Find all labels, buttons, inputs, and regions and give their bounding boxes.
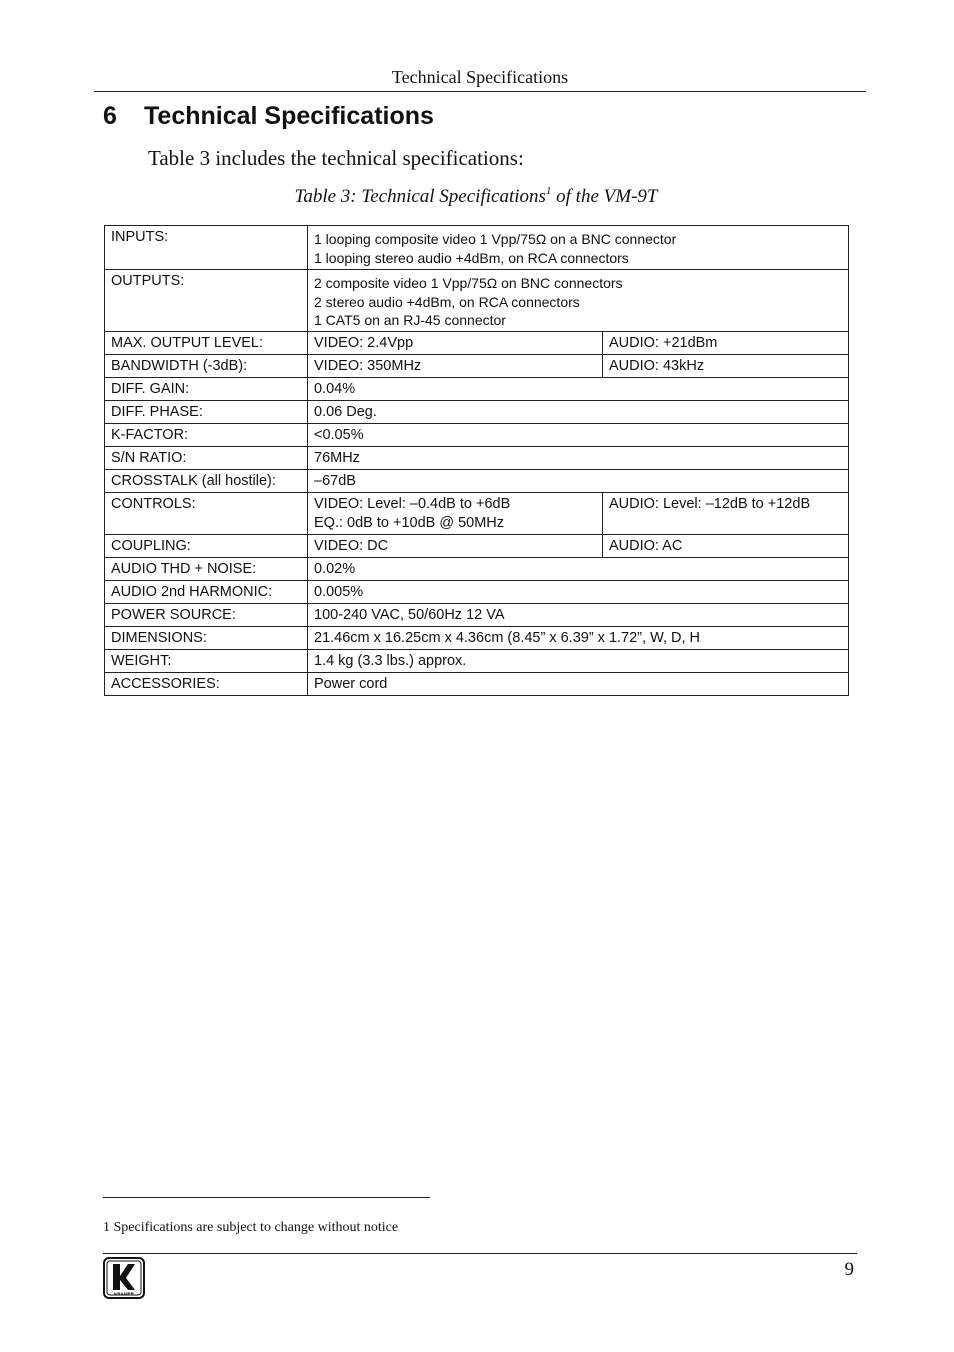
caption-text: Table 3: Technical Specifications: [294, 186, 546, 207]
table-row: [105, 226, 849, 270]
audio-value: AUDIO: Level: –12dB to +12dB: [603, 493, 849, 535]
table-row: [105, 535, 849, 558]
row-value: 0.04%: [308, 378, 849, 401]
row-label: DIFF. GAIN:: [105, 378, 308, 401]
header-rule: [94, 91, 866, 92]
table-row: [105, 470, 849, 493]
row-value: –67dB: [308, 470, 849, 493]
video-value: VIDEO: 350MHz: [308, 355, 603, 378]
table-caption: [104, 184, 848, 210]
footnote-rule: [103, 1197, 430, 1198]
table-row: [105, 558, 849, 581]
row-value: [308, 270, 849, 332]
row-label: POWER SOURCE:: [105, 604, 308, 627]
row-label: COUPLING:: [105, 535, 308, 558]
row-value: [308, 226, 849, 270]
row-label: ACCESSORIES:: [105, 673, 308, 696]
row-value: 100-240 VAC, 50/60Hz 12 VA: [308, 604, 849, 627]
row-label: AUDIO THD + NOISE:: [105, 558, 308, 581]
table-row: [105, 401, 849, 424]
value-line: 1 looping stereo audio +4dBm, on RCA connectors: [314, 250, 629, 266]
caption-suffix: of the VM-9T: [551, 186, 658, 207]
row-label: MAX. OUTPUT LEVEL:: [105, 332, 308, 355]
row-label: BANDWIDTH (-3dB):: [105, 355, 308, 378]
row-value: 1.4 kg (3.3 lbs.) approx.: [308, 650, 849, 673]
video-value: VIDEO: 2.4Vpp: [308, 332, 603, 355]
row-value: 0.005%: [308, 581, 849, 604]
value-line: 1 CAT5 on an RJ-45 connector: [314, 312, 506, 328]
table-row: [105, 424, 849, 447]
spec-table: [104, 225, 849, 696]
row-label: OUTPUTS:: [105, 270, 308, 332]
value-line: VIDEO: Level: –0.4dB to +6dB: [314, 496, 511, 512]
footnote-reference: 1: [545, 185, 552, 197]
row-value: 0.02%: [308, 558, 849, 581]
section-heading: [103, 100, 434, 132]
table-row: [105, 673, 849, 696]
section-title: Technical Specifications: [144, 102, 434, 130]
section-number: 6: [103, 102, 117, 130]
intro-text: Table 3 includes the technical specifications:: [148, 146, 524, 170]
table-row: [105, 604, 849, 627]
page-number: 9: [844, 1259, 854, 1280]
video-value: VIDEO: DC: [308, 535, 603, 558]
running-header: Technical Specifications: [391, 67, 569, 87]
video-value: [308, 493, 603, 535]
table-row: [105, 627, 849, 650]
table-row: [105, 650, 849, 673]
table-row: [105, 378, 849, 401]
table-row: [105, 493, 849, 535]
row-value: 0.06 Deg.: [308, 401, 849, 424]
row-label: AUDIO 2nd HARMONIC:: [105, 581, 308, 604]
row-label: CROSSTALK (all hostile):: [105, 470, 308, 493]
table-row: [105, 447, 849, 470]
audio-value: AUDIO: +21dBm: [603, 332, 849, 355]
value-line: 2 stereo audio +4dBm, on RCA connectors: [314, 294, 580, 310]
row-value: Power cord: [308, 673, 849, 696]
table-row: [105, 355, 849, 378]
row-label: K-FACTOR:: [105, 424, 308, 447]
logo-text: KRAMER: [114, 1291, 134, 1297]
table-row: [105, 270, 849, 332]
row-value: 21.46cm x 16.25cm x 4.36cm (8.45” x 6.39” x 1.72”, W, D, H: [308, 627, 849, 650]
audio-value: AUDIO: 43kHz: [603, 355, 849, 378]
kramer-logo-icon: [103, 1257, 145, 1299]
footnote: 1 Specifications are subject to change without notice: [103, 1220, 399, 1235]
table-row: [105, 332, 849, 355]
value-line: 1 looping composite video 1 Vpp/75Ω on a BNC connector: [314, 231, 677, 247]
row-value: <0.05%: [308, 424, 849, 447]
row-label: DIFF. PHASE:: [105, 401, 308, 424]
value-line: EQ.: 0dB to +10dB @ 50MHz: [314, 515, 505, 531]
footer-rule: [103, 1253, 857, 1254]
table-row: [105, 581, 849, 604]
row-label: CONTROLS:: [105, 493, 308, 535]
row-label: INPUTS:: [105, 226, 308, 270]
row-label: DIMENSIONS:: [105, 627, 308, 650]
audio-value: AUDIO: AC: [603, 535, 849, 558]
value-line: 2 composite video 1 Vpp/75Ω on BNC connectors: [314, 275, 623, 291]
row-value: 76MHz: [308, 447, 849, 470]
row-label: WEIGHT:: [105, 650, 308, 673]
row-label: S/N RATIO:: [105, 447, 308, 470]
